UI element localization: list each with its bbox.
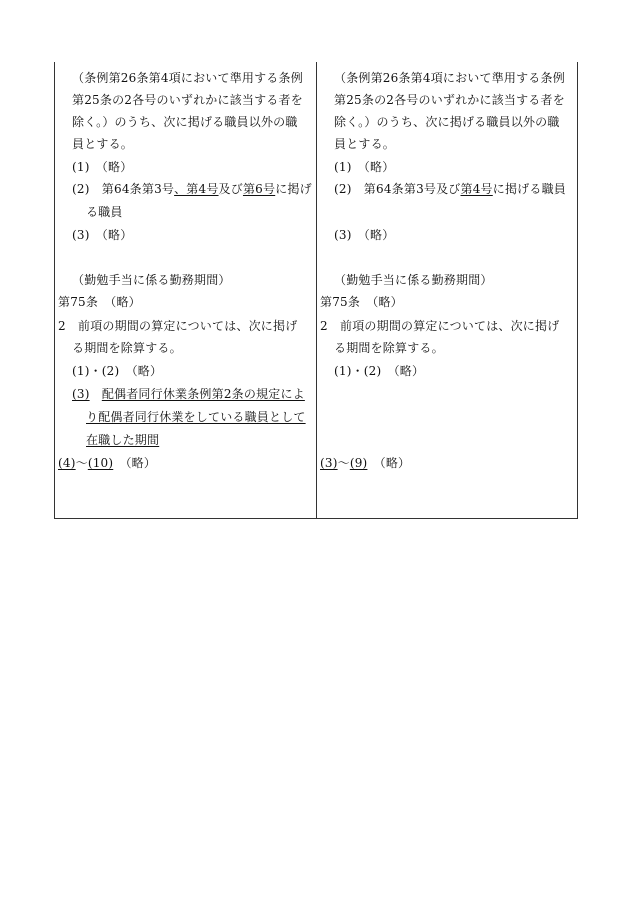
left-item-2 (72, 181, 312, 197)
left-item-2-suffix: に掲げ (275, 182, 312, 196)
right-item-2-underline: 第4号 (460, 182, 493, 196)
right-item-2-suffix: に掲げる職員 (492, 182, 566, 196)
left-sub-item-3-line-3-text: 在職した期間 (86, 433, 160, 447)
right-range-sep: ～ (337, 456, 350, 470)
left-item-2-underline-1: 、第4号 (174, 182, 219, 196)
left-para2-line-1: 2 前項の期間の算定については、次に掲げ (58, 319, 298, 333)
right-range-suffix: （略） (367, 456, 411, 470)
right-article: 第75条 （略） (320, 295, 403, 309)
left-range-sep: ～ (75, 456, 88, 470)
left-sub-item-3-number: (3) (72, 387, 90, 401)
column-divider (316, 62, 317, 518)
left-item-2-continuation: る職員 (86, 205, 123, 219)
left-item-2-prefix: (2) 第64条第3号 (72, 182, 175, 196)
left-sub-item-3-line-1: 配偶者同行休業条例第2条の規定によ (101, 387, 305, 401)
left-intro-line-4: 員とする。 (72, 137, 134, 151)
left-range-item (58, 455, 156, 471)
left-item-2-underline-2: 第6号 (242, 182, 276, 196)
right-intro-line-1: （条例第26条第4項において準用する条例 (334, 71, 565, 85)
left-article: 第75条 （略） (58, 295, 141, 309)
left-range-suffix: （略） (113, 456, 157, 470)
left-sub-item-3-line-3 (86, 432, 159, 448)
left-column (58, 62, 316, 518)
right-range-end: (9) (349, 456, 368, 470)
left-range-end: (10) (87, 456, 114, 470)
right-intro-line-3: 除く。）のうち、次に掲げる職員以外の職 (334, 115, 560, 129)
left-range-start: (4) (58, 456, 76, 470)
left-item-3: (3) （略） (72, 228, 133, 242)
right-para2-line-2: る期間を除算する。 (334, 341, 444, 355)
left-heading: （勤勉手当に係る勤務期間） (72, 273, 231, 287)
left-item-1: (1) （略） (72, 160, 133, 174)
right-range-item (320, 455, 410, 471)
right-item-1: (1) （略） (334, 160, 395, 174)
left-sub-item-3-line-2-text: り配偶者同行休業をしている職員として (86, 410, 306, 424)
left-sub-items-1-2: (1)・(2) （略） (72, 364, 163, 378)
right-heading: （勤勉手当に係る勤務期間） (334, 273, 493, 287)
left-para2-line-2: る期間を除算する。 (72, 341, 182, 355)
right-intro-line-2: 第25条の2各号のいずれかに該当する者を (334, 93, 565, 107)
left-item-2-mid: 及び (218, 182, 243, 196)
right-item-2-prefix: (2) 第64条第3号及び (334, 182, 461, 196)
right-para2-line-1: 2 前項の期間の算定については、次に掲げ (320, 319, 560, 333)
right-sub-items-1-2: (1)・(2) （略） (334, 364, 425, 378)
right-range-start: (3) (320, 456, 338, 470)
left-intro-line-1: （条例第26条第4項において準用する条例 (72, 71, 303, 85)
left-intro-line-3: 除く。）のうち、次に掲げる職員以外の職 (72, 115, 298, 129)
left-sub-item-3 (72, 386, 305, 402)
right-item-2 (334, 181, 566, 197)
comparison-table (54, 62, 578, 519)
left-sub-item-3-line-2 (86, 409, 306, 425)
right-intro-line-4: 員とする。 (334, 137, 396, 151)
right-item-3: (3) （略） (334, 228, 395, 242)
left-intro-line-2: 第25条の2各号のいずれかに該当する者を (72, 93, 303, 107)
right-column (320, 62, 578, 518)
